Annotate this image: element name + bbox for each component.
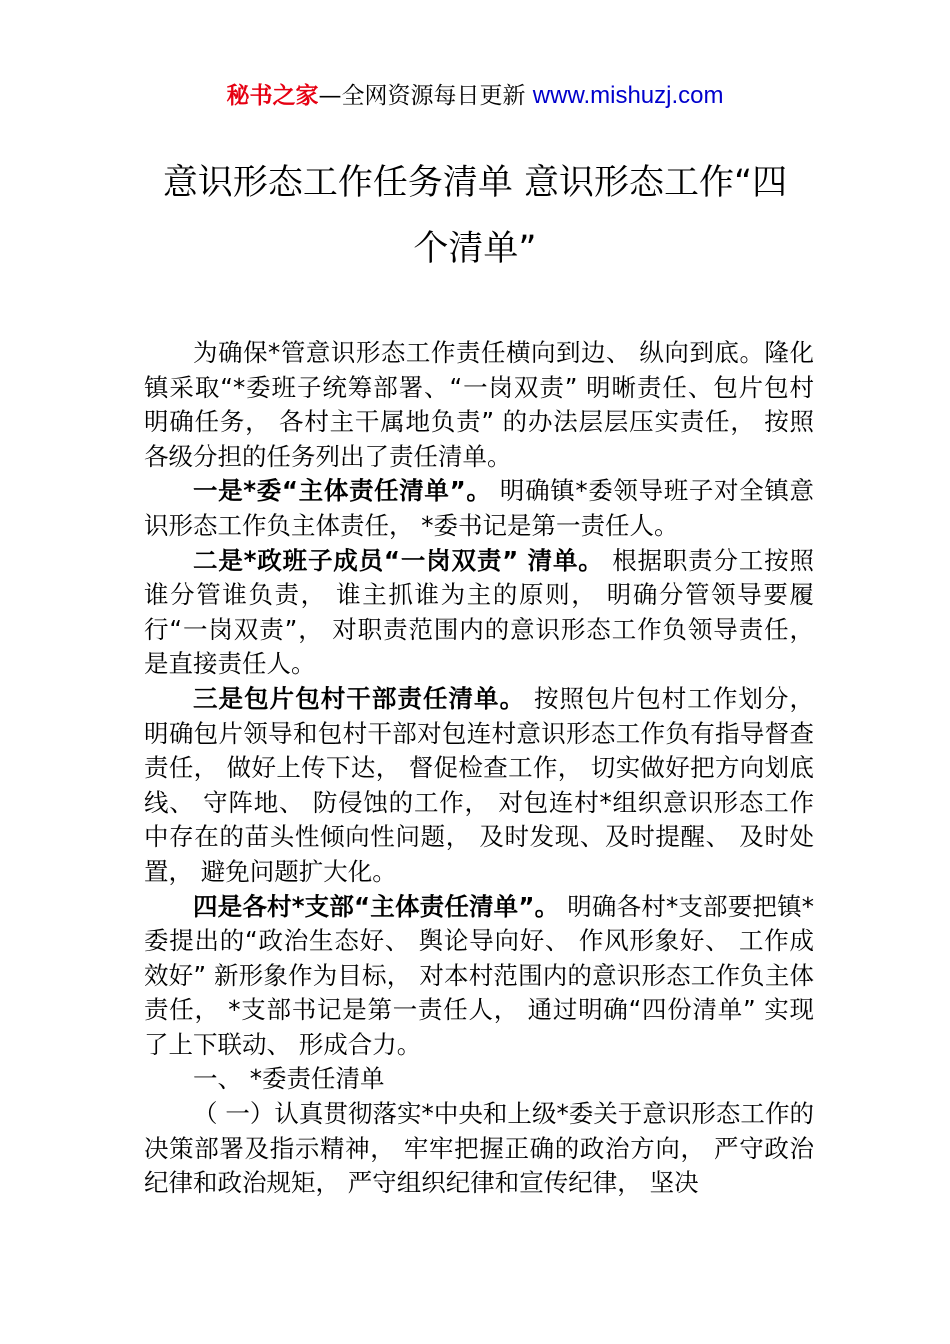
- site-header: [0, 80, 950, 112]
- paragraph-text: 按照包片包村工作划分， 明确包片领导和包村干部对包连村意识形态工作负有指导督查责任， 做好上传下达， 督促检查工作， 切实做好把方向划底线、 守阵地、 防侵蚀的工作， 对包连村*组织意识形态工作中存在的苗头性倾向性问题， 及时发现、及时提醒、 及时处置， 避免问题扩大化。: [144, 683, 814, 886]
- paragraph-text: （ 一）认真贯彻落实*中央和上级*委关于意识形态工作的决策部署及指示精神， 牢牢把握正确的政治方向， 严守政治纪律和政治规矩， 严守组织纪律和宣传纪律， 坚决: [144, 1099, 814, 1198]
- paragraph-item-2: [144, 544, 814, 682]
- document-title: [120, 150, 830, 282]
- paragraph-lead: 二是*政班子成员“一岗双责” 清单。: [193, 545, 604, 575]
- title-line-2: 个清单”: [413, 229, 537, 269]
- paragraph-lead: 三是包片包村干部责任清单。: [193, 683, 526, 713]
- document-body: [144, 336, 814, 1201]
- paragraph-item-4: [144, 890, 814, 1063]
- title-line-1: 意识形态工作任务清单 意识形态工作“四: [162, 163, 788, 203]
- section-heading-text: 一、 *委责任清单: [193, 1064, 385, 1094]
- paragraph-text: 根据职责分工按照谁分管谁负责， 谁主抓谁为主的原则， 明确分管领导要履行“一岗双责”， 对职责范围内的意识形态工作负领导责任， 是直接责任人。: [144, 545, 814, 679]
- site-url-link[interactable]: www.mishuzj.com: [532, 82, 724, 109]
- paragraph-text: 为确保*管意识形态工作责任横向到边、 纵向到底。隆化镇采取“*委班子统筹部署、“一岗双责” 明晰责任、包片包村明确任务， 各村主干属地负责” 的办法层层压实责任， 按照各级分担的任务列出了责任清单。: [144, 338, 814, 471]
- header-tagline: 全网资源每日更新: [341, 83, 526, 109]
- paragraph-lead: 一是*委“主体责任清单”。: [193, 476, 492, 506]
- header-dash: —: [318, 83, 342, 109]
- section-heading-1: [144, 1062, 814, 1097]
- paragraph-text: 明确镇*委领导班子对全镇意识形态工作负主体责任， *委书记是第一责任人。: [144, 476, 814, 540]
- paragraph-text: 明确各村*支部要把镇*委提出的“政治生态好、 舆论导向好、 作风形象好、 工作成效好” 新形象作为目标， 对本村范围内的意识形态工作负主体责任， *支部书记是第一责任人， 通过明确“四份清单” 实现了上下联动、 形成合力。: [144, 891, 814, 1059]
- paragraph-item-3: [144, 682, 814, 890]
- brand-name: 秘书之家: [226, 83, 319, 109]
- paragraph-intro: [144, 336, 814, 474]
- paragraph-item-1: [144, 474, 814, 543]
- paragraph-subitem-1: [144, 1097, 814, 1201]
- paragraph-lead: 四是各村*支部“主体责任清单”。: [193, 891, 560, 921]
